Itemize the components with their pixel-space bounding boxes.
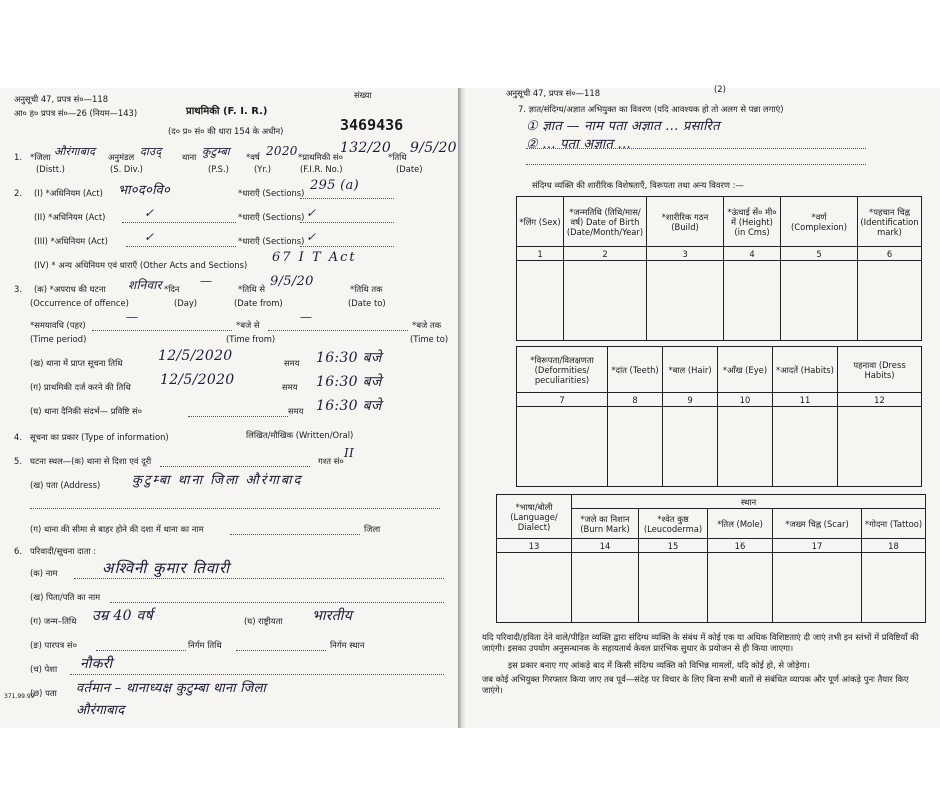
name-label: (क) नाम: [30, 568, 58, 578]
info-type-label: सूचना का प्रकार (Type of information): [30, 432, 169, 442]
date-label: *तिथि: [388, 152, 407, 162]
col-num: 18: [862, 539, 926, 553]
header-place-group: स्थान: [572, 495, 926, 509]
sec-ii-label: *धाराएँ (Sections): [238, 212, 305, 222]
serial-number: 3469436: [340, 116, 404, 134]
district-label: *जिला: [30, 152, 51, 162]
col-num: 1: [517, 247, 564, 261]
header-mole: *तिल (Mole): [708, 509, 773, 539]
col-num: 8: [608, 393, 663, 407]
schedule-label: अनुसूची 47, प्रपत्र सं०—118: [14, 94, 109, 104]
col-num: 5: [781, 247, 858, 261]
sec-i-label: *धाराएँ (Sections): [238, 188, 305, 198]
diary-time-label: समय: [288, 406, 304, 416]
header-language: *भाषा/बोली (Language/ Dialect): [497, 495, 572, 539]
form-title: प्राथमिकी (F. I. R.): [186, 106, 268, 117]
fir-page-2: [468, 84, 940, 728]
header-burn-mark: *जले का निशान (Burn Mark): [572, 509, 639, 539]
ps-label: थाना: [182, 152, 197, 162]
header-leucoderma: *श्वेत कुष्ठ (Leucoderma): [639, 509, 708, 539]
col-num: 11: [773, 393, 838, 407]
header-height: *ऊंचाई सें० मी० में (Height) (in Cms): [724, 197, 781, 247]
header-tattoo: *गोदना (Tattoo): [862, 509, 926, 539]
date-caption: (Date): [396, 164, 423, 174]
nationality-label: (घ) राष्ट्रीयता: [244, 616, 283, 626]
fir-label: *प्राथमिकी सं०: [298, 152, 343, 162]
dob-value: उम्र 40 वर्ष: [92, 608, 154, 624]
occupation-label: (च) पेशा: [30, 664, 58, 674]
place-direction-label: घटना स्थल—(क) थाना से दिशा एवं दूरी: [30, 456, 152, 466]
footer-code: 371.99.99: [4, 693, 35, 700]
offence-label: (क) *अपराध की घटना: [34, 284, 106, 294]
sdiv-caption: (S. Div.): [110, 164, 143, 174]
note-2: इस प्रकार बनाए गए आंकड़े बाद में किसी संदिग्ध व्यक्ति को विभिन्न मामलों, यदि कोई हो, से जोड़ेगा।: [508, 660, 810, 670]
features-table-2: [516, 346, 922, 487]
ps-caption: (P.S.): [208, 164, 229, 174]
form-subtitle: (द० प्र० सं० की धारा 154 के अधीन): [168, 126, 284, 136]
address-value: कुटुम्बा थाना जिला औरंगाबाद: [132, 473, 303, 488]
header-scar: *जख्म चिह्न (Scar): [773, 509, 862, 539]
date-to-label: *तिथि तक: [350, 284, 383, 294]
diary-ref-label: (घ) थाना दैनिकी संदर्भ— प्रविष्टि सं०: [30, 406, 143, 416]
dotted-line: [300, 198, 394, 199]
dotted-line: [268, 330, 408, 331]
note-3: जब कोई अभियुक्त गिरफ्तार किया जाए तब पूर्व—संदेह पर विचार के लिए बिना सभी बातों से संबंधित व्यापक और पूर्ण आंकड़े पुनः तैयार किए जाएंगे।: [482, 674, 909, 695]
info-time-label: समय: [284, 358, 300, 368]
subdiv-label: अनुमंडल: [108, 152, 135, 162]
col-num: 16: [708, 539, 773, 553]
dotted-line: [122, 222, 236, 223]
address2-value-line2: औरंगाबाद: [76, 703, 125, 718]
address-label: (ख) पता (Address): [30, 480, 101, 490]
dotted-line: [92, 330, 232, 331]
dotted-line: [236, 650, 326, 651]
other-acts-value: 67 I T Act: [272, 250, 357, 265]
complainant-name: अश्विनी कुमार तिवारी: [102, 559, 230, 577]
address2-value: वर्तमान – थानाध्यक्ष कुटुम्बा थाना जिला: [76, 681, 267, 696]
physical-features-label: संदिग्ध व्यक्ति की शारीरिक विशेषताएँ, विरूपता तथा अन्य विवरण :—: [532, 180, 744, 190]
dotted-line: [300, 222, 394, 223]
col-num: 9: [663, 393, 718, 407]
subdiv-value: दाउद्: [140, 145, 162, 158]
fir-page-1: [0, 88, 458, 728]
act-iii-value: ✓: [144, 230, 155, 244]
year-value: 2020: [266, 144, 298, 158]
occurrence-caption: (Occurrence of offence): [30, 298, 129, 308]
act-iii-label: (III) *अधिनियम (Act): [34, 236, 108, 246]
dob-label: (ग) जन्म–तिथि: [30, 616, 77, 626]
dotted-line: [230, 534, 360, 535]
schedule-label-2: अनुसूची 47, प्रपत्र सं०—118: [506, 88, 601, 98]
offence-day-value: शनिवार: [128, 278, 162, 292]
dotted-line: [300, 246, 394, 247]
time-to-label: *बजे तक: [412, 320, 442, 330]
outside-ps-label: (ग) थाना की सीमा से बाहर होने की दशा में थाना का नाम: [30, 524, 204, 534]
date-from-label: *तिथि से: [238, 284, 265, 294]
date-from-value: 9/5/20: [270, 274, 314, 289]
row2-num: 2.: [14, 188, 22, 198]
dotted-line: [74, 578, 444, 579]
issue-date-label: निर्गम तिथि: [188, 640, 222, 650]
day-label: *दिन: [164, 284, 180, 294]
accused-1: ① ज्ञात — नाम पता अज्ञात ... प्रसारित: [526, 119, 720, 134]
header-habits: *आदतें (Habits): [773, 347, 838, 393]
col-num: 7: [517, 393, 608, 407]
occupation-value: नौकरी: [80, 656, 113, 672]
dotted-line: [160, 466, 310, 467]
fir-registered-label: (ग) प्राथमिकी दर्ज करने की तिथि: [30, 382, 131, 392]
col-num: 12: [838, 393, 922, 407]
day-caption: (Day): [174, 298, 198, 308]
timefrom-caption: (Time from): [226, 334, 276, 344]
header-identification: *पहचान चिह्न (Identification mark): [858, 197, 922, 247]
accused-2: ② ... पता अज्ञात ...: [526, 137, 631, 152]
row6-num: 6.: [14, 546, 22, 556]
col-num: 6: [858, 247, 922, 261]
period-value: —: [126, 310, 139, 324]
time-from-label: *बजे से: [236, 320, 260, 330]
page-number: (2): [714, 84, 726, 94]
yr-caption: (Yr.): [254, 164, 271, 174]
note-1: यदि परिवादी/हविता देने वाले/पीड़ित व्यक्ति द्वारा संदिग्ध व्यक्ति के संबंध में कोई एक या अधिक विशिष्टताएं दी जाएं तभी इन स्तंभों में प्रविष्टियाँ की जाएंगी। इसका उपयोग अनुसन्धानक के सहायतार्थ केवल प्रारंभिक सुधार के प्रयोजन से ही किया जाएगा।: [482, 632, 919, 653]
timeto-caption: (Time to): [410, 334, 449, 344]
dateto-caption: (Date to): [348, 298, 386, 308]
sec-ii-value: ✓: [306, 206, 317, 220]
header-eye: *आँख (Eye): [718, 347, 773, 393]
header-sex: *लिंग (Sex): [517, 197, 564, 247]
complainant-label: परिवादी/सूचना दाता :: [30, 546, 97, 556]
fir-caption: (F.I.R. No.): [300, 164, 343, 174]
day-value: —: [200, 274, 213, 288]
header-teeth: *दांत (Teeth): [608, 347, 663, 393]
ps-value: कुटुम्बा: [202, 145, 230, 158]
dotted-line: [96, 650, 186, 651]
col-num: 2: [564, 247, 647, 261]
act-i-label: (I) *अधिनियम (Act): [34, 188, 103, 198]
col-num: 10: [718, 393, 773, 407]
dotted-line: [188, 416, 288, 417]
distt-caption: (Distt.): [36, 164, 65, 174]
fir-time-label: समय: [282, 382, 298, 392]
header-dress: पहनावा (Dress Habits): [838, 347, 922, 393]
period-label: *समयावधि (पहर): [30, 320, 86, 330]
sankhya-label: संख्या: [354, 90, 372, 100]
dotted-line: [30, 508, 440, 509]
period-caption: (Time period): [30, 334, 87, 344]
header-dob: *जन्मतिथि (तिथि/मास/वर्ष) Date of Birth (Date/Month/Year): [564, 197, 647, 247]
col-num: 3: [647, 247, 724, 261]
district-value: औरंगाबाद: [54, 145, 96, 158]
father-name-label: (ख) पिता/पति का नाम: [30, 592, 101, 602]
act-ii-label: (II) *अधिनियम (Act): [34, 212, 106, 222]
info-type-value: लिखित/मौखिक (Written/Oral): [246, 430, 354, 440]
row3-num: 3.: [14, 284, 22, 294]
sec-i-value: 295 (a): [310, 178, 359, 193]
dotted-line: [110, 602, 444, 603]
header-hair: *बाल (Hair): [663, 347, 718, 393]
features-table-3: [496, 494, 926, 623]
dotted-line: [126, 246, 236, 247]
col-num: 17: [773, 539, 862, 553]
page-crease: [458, 88, 468, 728]
header-deformities: *विरूपता/विलक्षणता (Deformities/ peculiarities): [517, 347, 608, 393]
passport-label: (ङ) पारपत्र सं०: [30, 640, 77, 650]
info-received-label: (ख) थाना में प्राप्त सूचना तिथि: [30, 358, 123, 368]
beat-label: गश्त सं०: [318, 456, 344, 466]
nationality-value: भारतीय: [312, 608, 353, 624]
fir-time-value: 16:30 बजे: [316, 374, 382, 390]
year-label: *वर्ष: [246, 152, 260, 162]
col-num: 15: [639, 539, 708, 553]
issue-place-label: निर्गम स्थान: [330, 640, 365, 650]
diary-time-value: 16:30 बजे: [316, 398, 382, 414]
act-i-value: भा०द०वि०: [118, 183, 171, 198]
datefrom-caption: (Date from): [234, 298, 283, 308]
accused-label: 7. ज्ञात/संदिग्ध/अज्ञात अभियुक्त का विवरण (यदि आवश्यक हो तो अलग से पन्ना लगाएं): [518, 104, 784, 114]
fir-value: 132/20: [340, 140, 392, 156]
row5-num: 5.: [14, 456, 22, 466]
form-ref: आ० ह० प्रपत्र सं०—26 (नियम—143): [14, 108, 138, 118]
col-num: 13: [497, 539, 572, 553]
col-num: 14: [572, 539, 639, 553]
col-num: 4: [724, 247, 781, 261]
sec-iii-value: ✓: [306, 230, 317, 244]
header-complexion: *वर्ण (Complexion): [781, 197, 858, 247]
dotted-line: [526, 148, 866, 149]
fir-registered-date: 12/5/2020: [160, 372, 235, 388]
header-build: *शारीरिक गठन (Build): [647, 197, 724, 247]
sec-iii-label: *धाराएँ (Sections): [238, 236, 305, 246]
features-table-1: [516, 196, 922, 341]
info-received-date: 12/5/2020: [158, 348, 233, 364]
time-from-value: —: [300, 310, 313, 324]
dotted-line: [526, 164, 866, 165]
beat-value: II: [344, 446, 355, 460]
dotted-line: [70, 674, 444, 675]
outside-district-label: जिला: [364, 524, 381, 534]
other-acts-label: (IV) * अन्य अधिनियम एवं धाराएँ (Other Acts and Sections): [34, 260, 248, 270]
row4-num: 4.: [14, 432, 22, 442]
date-value: 9/5/20: [410, 140, 457, 156]
address2-label: (छ) पता: [30, 688, 57, 698]
row1-num: 1.: [14, 152, 22, 162]
act-ii-value: ✓: [144, 206, 155, 220]
info-time-value: 16:30 बजे: [316, 350, 382, 366]
